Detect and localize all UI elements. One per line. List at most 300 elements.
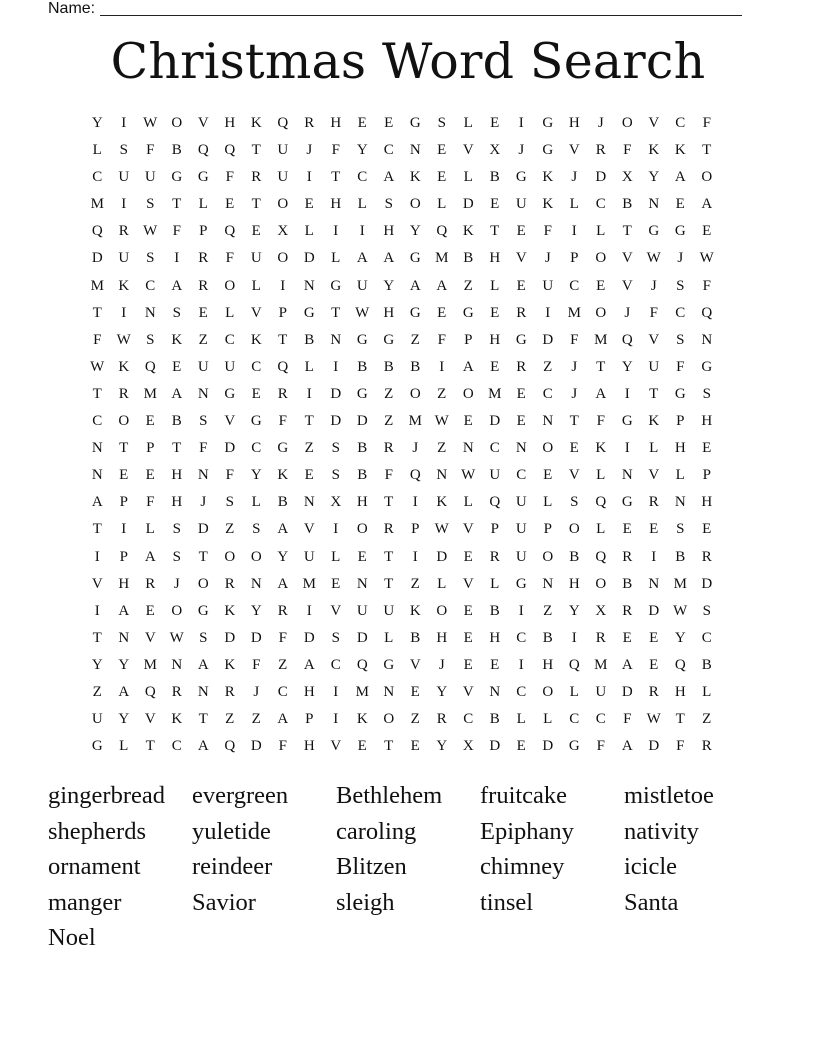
grid-cell: T	[622, 223, 632, 240]
grid-cell: H	[303, 738, 315, 755]
grid-cell: U	[118, 169, 130, 186]
grid-cell: F	[384, 467, 393, 484]
grid-cell: Q	[224, 738, 236, 755]
grid-cell: L	[331, 548, 341, 565]
grid-cell: G	[674, 223, 686, 240]
grid-cell: T	[198, 548, 208, 565]
grid-cell: E	[622, 629, 632, 646]
grid-cell: I	[306, 169, 312, 186]
grid-cell: E	[198, 304, 208, 321]
grid-cell: N	[197, 385, 209, 402]
grid-cell: D	[303, 629, 315, 646]
grid-cell: A	[383, 250, 395, 267]
word-bank-item: tinsel	[480, 888, 534, 916]
word-bank-item: manger	[48, 888, 122, 916]
grid-cell: Q	[701, 304, 713, 321]
grid-cell: V	[91, 575, 103, 592]
grid-cell: O	[436, 602, 448, 619]
grid-cell: K	[542, 169, 554, 186]
grid-cell: R	[489, 548, 500, 565]
grid-cell: E	[702, 440, 712, 457]
grid-cell: Y	[674, 629, 686, 646]
grid-cell: S	[252, 521, 261, 538]
grid-cell: B	[489, 711, 500, 728]
grid-cell: P	[119, 548, 128, 565]
grid-cell: G	[409, 250, 421, 267]
grid-cell: D	[648, 738, 660, 755]
grid-cell: V	[144, 711, 156, 728]
grid-cell: H	[674, 683, 686, 700]
grid-cell: E	[490, 304, 500, 321]
grid-cell: N	[118, 629, 130, 646]
grid-cell: G	[356, 331, 368, 348]
grid-cell: X	[277, 223, 289, 240]
grid-cell: L	[145, 521, 155, 538]
grid-cell: P	[305, 711, 314, 728]
grid-cell: H	[171, 494, 183, 511]
grid-cell: H	[224, 115, 236, 131]
grid-cell: E	[357, 738, 367, 755]
grid-cell: Z	[304, 440, 314, 457]
grid-cell: L	[437, 575, 447, 592]
grid-cell: Y	[91, 115, 103, 131]
grid-cell: A	[171, 277, 183, 294]
word-bank-item: Santa	[624, 888, 679, 916]
grid-cell: W	[673, 602, 688, 619]
grid-cell: I	[333, 358, 339, 375]
grid-cell: H	[701, 413, 713, 430]
grid-cell: S	[172, 548, 181, 565]
word-bank-item: Blitzen	[336, 853, 407, 881]
grid-cell: U	[383, 602, 395, 619]
grid-cell: I	[306, 602, 312, 619]
grid-cell: L	[516, 711, 526, 728]
grid-cell: M	[90, 196, 104, 213]
grid-cell: B	[171, 142, 182, 159]
grid-cell: K	[224, 602, 236, 619]
grid-cell: I	[651, 548, 657, 565]
grid-cell: O	[542, 440, 554, 457]
grid-cell: E	[649, 656, 659, 673]
grid-cell: A	[303, 656, 315, 673]
grid-cell: I	[359, 223, 365, 240]
grid-cell: O	[621, 115, 633, 131]
grid-cell: J	[571, 385, 578, 402]
grid-cell: I	[412, 494, 418, 511]
grid-cell: W	[143, 115, 158, 131]
grid-cell: A	[701, 196, 713, 213]
grid-cell: Y	[436, 683, 448, 700]
grid-cell: K	[250, 115, 262, 131]
grid-cell: B	[383, 358, 394, 375]
grid-cell: L	[251, 277, 261, 294]
grid-cell: T	[172, 440, 182, 457]
grid-cell: A	[436, 277, 448, 294]
grid-cell: P	[490, 521, 499, 538]
grid-cell: I	[518, 656, 524, 673]
grid-cell: H	[568, 115, 580, 131]
grid-cell: T	[304, 413, 314, 430]
grid-cell: H	[568, 575, 580, 592]
grid-cell: D	[224, 629, 236, 646]
grid-cell: E	[463, 629, 473, 646]
grid-cell: R	[198, 250, 209, 267]
grid-cell: L	[596, 467, 606, 484]
grid-cell: O	[277, 250, 289, 267]
grid-cell: E	[357, 548, 367, 565]
grid-cell: R	[277, 602, 288, 619]
grid-cell: X	[595, 602, 607, 619]
grid-cell: C	[542, 385, 553, 402]
grid-cell: G	[383, 331, 395, 348]
grid-cell: V	[330, 602, 342, 619]
grid-cell: I	[571, 629, 577, 646]
grid-cell: C	[516, 467, 527, 484]
grid-cell: R	[595, 142, 606, 159]
grid-cell: Z	[384, 413, 394, 430]
grid-cell: I	[94, 602, 100, 619]
grid-cell: O	[383, 711, 395, 728]
grid-cell: R	[701, 548, 712, 565]
grid-cell: E	[463, 548, 473, 565]
grid-cell: V	[462, 683, 474, 700]
grid-cell: O	[197, 575, 209, 592]
grid-cell: F	[225, 467, 234, 484]
grid-cell: P	[570, 250, 579, 267]
grid-cell: W	[434, 413, 449, 430]
grid-cell: H	[303, 683, 315, 700]
grid-cell: D	[648, 602, 660, 619]
grid-cell: A	[595, 385, 607, 402]
grid-cell: S	[331, 440, 340, 457]
grid-cell: S	[437, 115, 446, 131]
word-bank-item: icicle	[624, 853, 678, 881]
name-field	[48, 0, 742, 18]
grid-cell: Z	[702, 711, 712, 728]
grid-cell: D	[303, 250, 315, 267]
word-bank-item: sleigh	[336, 888, 395, 916]
grid-cell: H	[489, 331, 501, 348]
letter-grid	[84, 110, 720, 760]
grid-cell: N	[91, 440, 103, 457]
grid-cell: S	[676, 521, 685, 538]
grid-cell: R	[383, 521, 394, 538]
word-bank-item: fruitcake	[480, 782, 568, 809]
grid-cell: Y	[621, 358, 633, 375]
grid-cell: E	[516, 385, 526, 402]
grid-cell: C	[251, 440, 262, 457]
grid-cell: J	[253, 683, 260, 700]
grid-cell: K	[171, 711, 183, 728]
grid-cell: A	[356, 250, 368, 267]
grid-cell: H	[674, 440, 686, 457]
grid-cell: G	[542, 115, 554, 131]
grid-cell: N	[701, 331, 713, 348]
grid-cell: I	[121, 115, 127, 131]
grid-cell: H	[489, 250, 501, 267]
grid-cell: P	[464, 331, 473, 348]
grid-cell: C	[516, 629, 527, 646]
grid-cell: G	[409, 115, 421, 131]
grid-cell: L	[463, 494, 473, 511]
grid-cell: A	[197, 738, 209, 755]
grid-cell: L	[92, 142, 102, 159]
grid-cell: U	[356, 277, 368, 294]
grid-cell: K	[118, 277, 130, 294]
grid-cell: O	[542, 683, 554, 700]
grid-cell: O	[595, 250, 607, 267]
grid-cell: T	[331, 304, 341, 321]
grid-cell: T	[331, 169, 341, 186]
grid-cell: F	[543, 223, 552, 240]
grid-cell: S	[225, 494, 234, 511]
grid-cell: V	[648, 331, 660, 348]
grid-cell: W	[461, 467, 476, 484]
grid-cell: K	[542, 196, 554, 213]
grid-cell: N	[303, 494, 315, 511]
grid-cell: I	[333, 223, 339, 240]
grid-cell: T	[702, 142, 712, 159]
grid-cell: Q	[277, 115, 289, 131]
grid-cell: B	[622, 575, 633, 592]
grid-cell: T	[569, 413, 579, 430]
grid-cell: P	[543, 521, 552, 538]
grid-cell: P	[676, 413, 685, 430]
grid-cell: A	[277, 521, 289, 538]
grid-cell: Q	[224, 142, 236, 159]
grid-cell: N	[462, 440, 474, 457]
grid-cell: E	[463, 656, 473, 673]
grid-cell: L	[463, 169, 473, 186]
grid-cell: V	[303, 521, 315, 538]
grid-cell: A	[171, 385, 183, 402]
grid-cell: B	[463, 250, 474, 267]
grid-cell: Q	[277, 358, 289, 375]
grid-cell: D	[489, 738, 501, 755]
grid-cell: Q	[91, 223, 103, 240]
grid-cell: V	[648, 467, 660, 484]
grid-cell: F	[649, 304, 658, 321]
grid-cell: L	[384, 629, 394, 646]
grid-cell: F	[623, 711, 632, 728]
grid-cell: C	[489, 440, 500, 457]
grid-cell: E	[145, 602, 155, 619]
word-bank-item: chimney	[480, 853, 565, 881]
grid-cell: L	[569, 196, 579, 213]
grid-cell: N	[436, 467, 448, 484]
grid-cell: K	[250, 331, 262, 348]
grid-cell: J	[173, 575, 180, 592]
grid-cell: V	[144, 629, 156, 646]
grid-cell: O	[462, 385, 474, 402]
word-bank-item: caroling	[336, 817, 417, 845]
grid-cell: S	[119, 142, 128, 159]
grid-cell: K	[462, 223, 474, 240]
grid-cell: E	[622, 521, 632, 538]
grid-cell: C	[701, 629, 712, 646]
grid-cell: C	[330, 656, 341, 673]
grid-cell: F	[172, 223, 181, 240]
grid-cell: F	[278, 629, 287, 646]
grid-cell: A	[462, 358, 474, 375]
grid-cell: U	[224, 358, 236, 375]
grid-cell: E	[410, 683, 420, 700]
grid-cell: E	[251, 223, 261, 240]
grid-cell: I	[571, 223, 577, 240]
grid-cell: Q	[568, 656, 580, 673]
word-bank-item: ornament	[48, 853, 141, 881]
grid-cell: G	[674, 385, 686, 402]
grid-cell: G	[303, 304, 315, 321]
grid-cell: H	[489, 629, 501, 646]
grid-cell: U	[489, 467, 501, 484]
grid-cell: T	[649, 385, 659, 402]
grid-cell: Y	[250, 467, 262, 484]
grid-cell: L	[596, 223, 606, 240]
grid-cell: S	[172, 521, 181, 538]
grid-cell: G	[701, 358, 713, 375]
grid-cell: D	[701, 575, 713, 592]
grid-cell: O	[356, 521, 368, 538]
grid-cell: Q	[674, 656, 686, 673]
grid-cell: B	[171, 413, 182, 430]
grid-cell: S	[384, 196, 393, 213]
grid-cell: B	[357, 440, 368, 457]
grid-cell: V	[462, 575, 474, 592]
grid-cell: N	[330, 331, 342, 348]
grid-cell: P	[119, 494, 128, 511]
grid-cell: M	[143, 656, 157, 673]
grid-cell: G	[568, 738, 580, 755]
grid-cell: R	[251, 169, 262, 186]
grid-cell: V	[250, 304, 262, 321]
grid-cell: H	[356, 494, 368, 511]
grid-cell: R	[648, 683, 659, 700]
grid-cell: E	[437, 142, 447, 159]
grid-cell: N	[144, 304, 156, 321]
grid-cell: J	[438, 656, 445, 673]
grid-cell: F	[596, 413, 605, 430]
grid-cell: V	[621, 277, 633, 294]
word-bank-item: evergreen	[192, 782, 289, 809]
grid-cell: X	[489, 142, 501, 159]
grid-cell: K	[436, 494, 448, 511]
grid-cell: C	[463, 711, 474, 728]
grid-cell: Y	[250, 602, 262, 619]
grid-cell: S	[331, 467, 340, 484]
grid-cell: A	[621, 738, 633, 755]
grid-cell: D	[542, 738, 554, 755]
grid-cell: D	[250, 629, 262, 646]
grid-cell: R	[622, 602, 633, 619]
grid-cell: E	[490, 196, 500, 213]
grid-cell: L	[702, 683, 712, 700]
grid-cell: H	[436, 629, 448, 646]
grid-cell: W	[143, 223, 158, 240]
grid-cell: M	[90, 277, 104, 294]
grid-cell: I	[545, 304, 551, 321]
grid-cell: F	[331, 142, 340, 159]
grid-cell: K	[409, 169, 421, 186]
grid-cell: N	[648, 575, 660, 592]
grid-cell: U	[197, 358, 209, 375]
grid-cell: Q	[621, 331, 633, 348]
grid-cell: E	[437, 304, 447, 321]
grid-cell: N	[197, 683, 209, 700]
grid-cell: B	[410, 358, 421, 375]
grid-cell: U	[515, 548, 527, 565]
grid-cell: Z	[437, 440, 447, 457]
grid-cell: K	[595, 440, 607, 457]
grid-cell: C	[277, 683, 288, 700]
grid-cell: I	[306, 385, 312, 402]
grid-cell: K	[277, 467, 289, 484]
grid-cell: O	[409, 385, 421, 402]
grid-cell: V	[224, 413, 236, 430]
grid-cell: O	[701, 169, 713, 186]
grid-cell: N	[383, 683, 395, 700]
grid-cell: G	[224, 385, 236, 402]
grid-cell: M	[143, 385, 157, 402]
grid-cell: F	[702, 277, 711, 294]
grid-cell: E	[410, 738, 420, 755]
grid-cell: O	[171, 602, 183, 619]
grid-cell: N	[171, 656, 183, 673]
grid-cell: K	[648, 142, 660, 159]
word-bank-item: nativity	[624, 817, 699, 845]
grid-cell: W	[699, 250, 714, 267]
grid-cell: A	[383, 169, 395, 186]
grid-cell: T	[278, 331, 288, 348]
grid-cell: Z	[198, 331, 208, 348]
grid-cell: Z	[543, 358, 553, 375]
grid-cell: I	[412, 548, 418, 565]
grid-cell: C	[595, 711, 606, 728]
grid-cell: N	[674, 494, 686, 511]
grid-cell: T	[384, 575, 394, 592]
grid-cell: A	[118, 683, 130, 700]
grid-cell: E	[516, 277, 526, 294]
grid-cell: D	[197, 521, 209, 538]
grid-cell: R	[622, 548, 633, 565]
grid-cell: E	[437, 169, 447, 186]
grid-cell: T	[145, 738, 155, 755]
grid-cell: D	[621, 683, 633, 700]
grid-cell: W	[116, 331, 131, 348]
grid-cell: N	[356, 575, 368, 592]
grid-cell: I	[624, 440, 630, 457]
grid-cell: R	[648, 494, 659, 511]
grid-cell: K	[356, 711, 368, 728]
grid-cell: I	[121, 196, 127, 213]
grid-cell: B	[675, 548, 686, 565]
grid-cell: F	[570, 331, 579, 348]
grid-cell: U	[118, 250, 130, 267]
grid-cell: N	[542, 575, 554, 592]
grid-cell: S	[172, 304, 181, 321]
grid-cell: F	[93, 331, 102, 348]
grid-cell: P	[702, 467, 711, 484]
grid-cell: Y	[118, 656, 130, 673]
grid-cell: B	[277, 494, 288, 511]
grid-cell: Q	[144, 683, 156, 700]
grid-cell: O	[277, 196, 289, 213]
grid-cell: B	[489, 602, 500, 619]
grid-cell: S	[702, 602, 711, 619]
grid-cell: F	[278, 738, 287, 755]
grid-cell: R	[701, 738, 712, 755]
grid-cell: F	[437, 331, 446, 348]
